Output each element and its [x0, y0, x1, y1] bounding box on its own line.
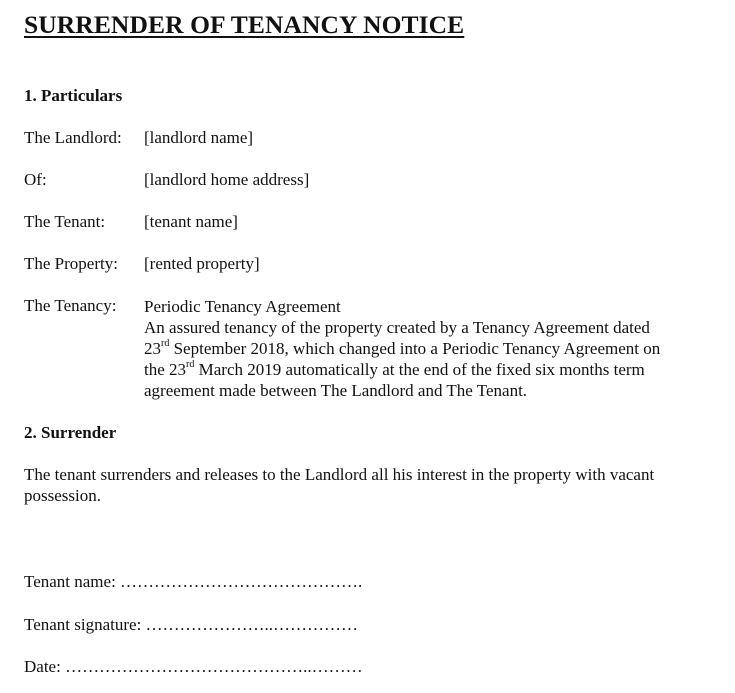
- tenancy-line-3-start: the 23: [144, 360, 187, 379]
- landlord-label: The Landlord:: [24, 128, 122, 147]
- landlord-value: [landlord name]: [144, 128, 254, 147]
- tenancy-label: The Tenancy:: [24, 296, 117, 315]
- date-field: Date: ……………………………………..………: [24, 657, 363, 676]
- tenancy-line-2-text: September 2018, which changed into a Periodic Tenancy Agreement on: [169, 339, 661, 358]
- ordinal-suffix: rd: [161, 338, 170, 350]
- address-label: Of:: [24, 170, 47, 189]
- tenancy-line-2: [144, 338, 724, 359]
- tenant-signature-field: Tenant signature: …………………..……………: [24, 615, 359, 634]
- surrender-line-2: possession.: [24, 486, 101, 505]
- date-day: 23: [144, 339, 161, 358]
- property-value: [rented property]: [144, 254, 260, 273]
- tenancy-line-1: An assured tenancy of the property created by a Tenancy Agreement dated: [144, 318, 650, 337]
- document-title: SURRENDER OF TENANCY NOTICE: [24, 10, 465, 39]
- tenancy-type: Periodic Tenancy Agreement: [144, 297, 341, 316]
- tenant-label: The Tenant:: [24, 212, 106, 231]
- ordinal-suffix: rd: [186, 359, 195, 371]
- tenancy-description: [144, 296, 724, 401]
- tenant-value: [tenant name]: [144, 212, 238, 231]
- address-value: [landlord home address]: [144, 170, 310, 189]
- tenancy-line-4: agreement made between The Landlord and The Tenant.: [144, 381, 528, 400]
- tenancy-line-3-text: March 2019 automatically at the end of the fixed six months term: [194, 360, 645, 379]
- tenancy-line-3: [144, 359, 724, 380]
- property-label: The Property:: [24, 254, 118, 273]
- section-heading-surrender: 2. Surrender: [24, 423, 117, 442]
- tenant-name-field: Tenant name: …………………………………….: [24, 572, 363, 591]
- section-heading-particulars: 1. Particulars: [24, 86, 123, 105]
- surrender-line-1: The tenant surrenders and releases to the Landlord all his interest in the property with vacant: [24, 465, 655, 484]
- surrender-paragraph: [24, 464, 714, 506]
